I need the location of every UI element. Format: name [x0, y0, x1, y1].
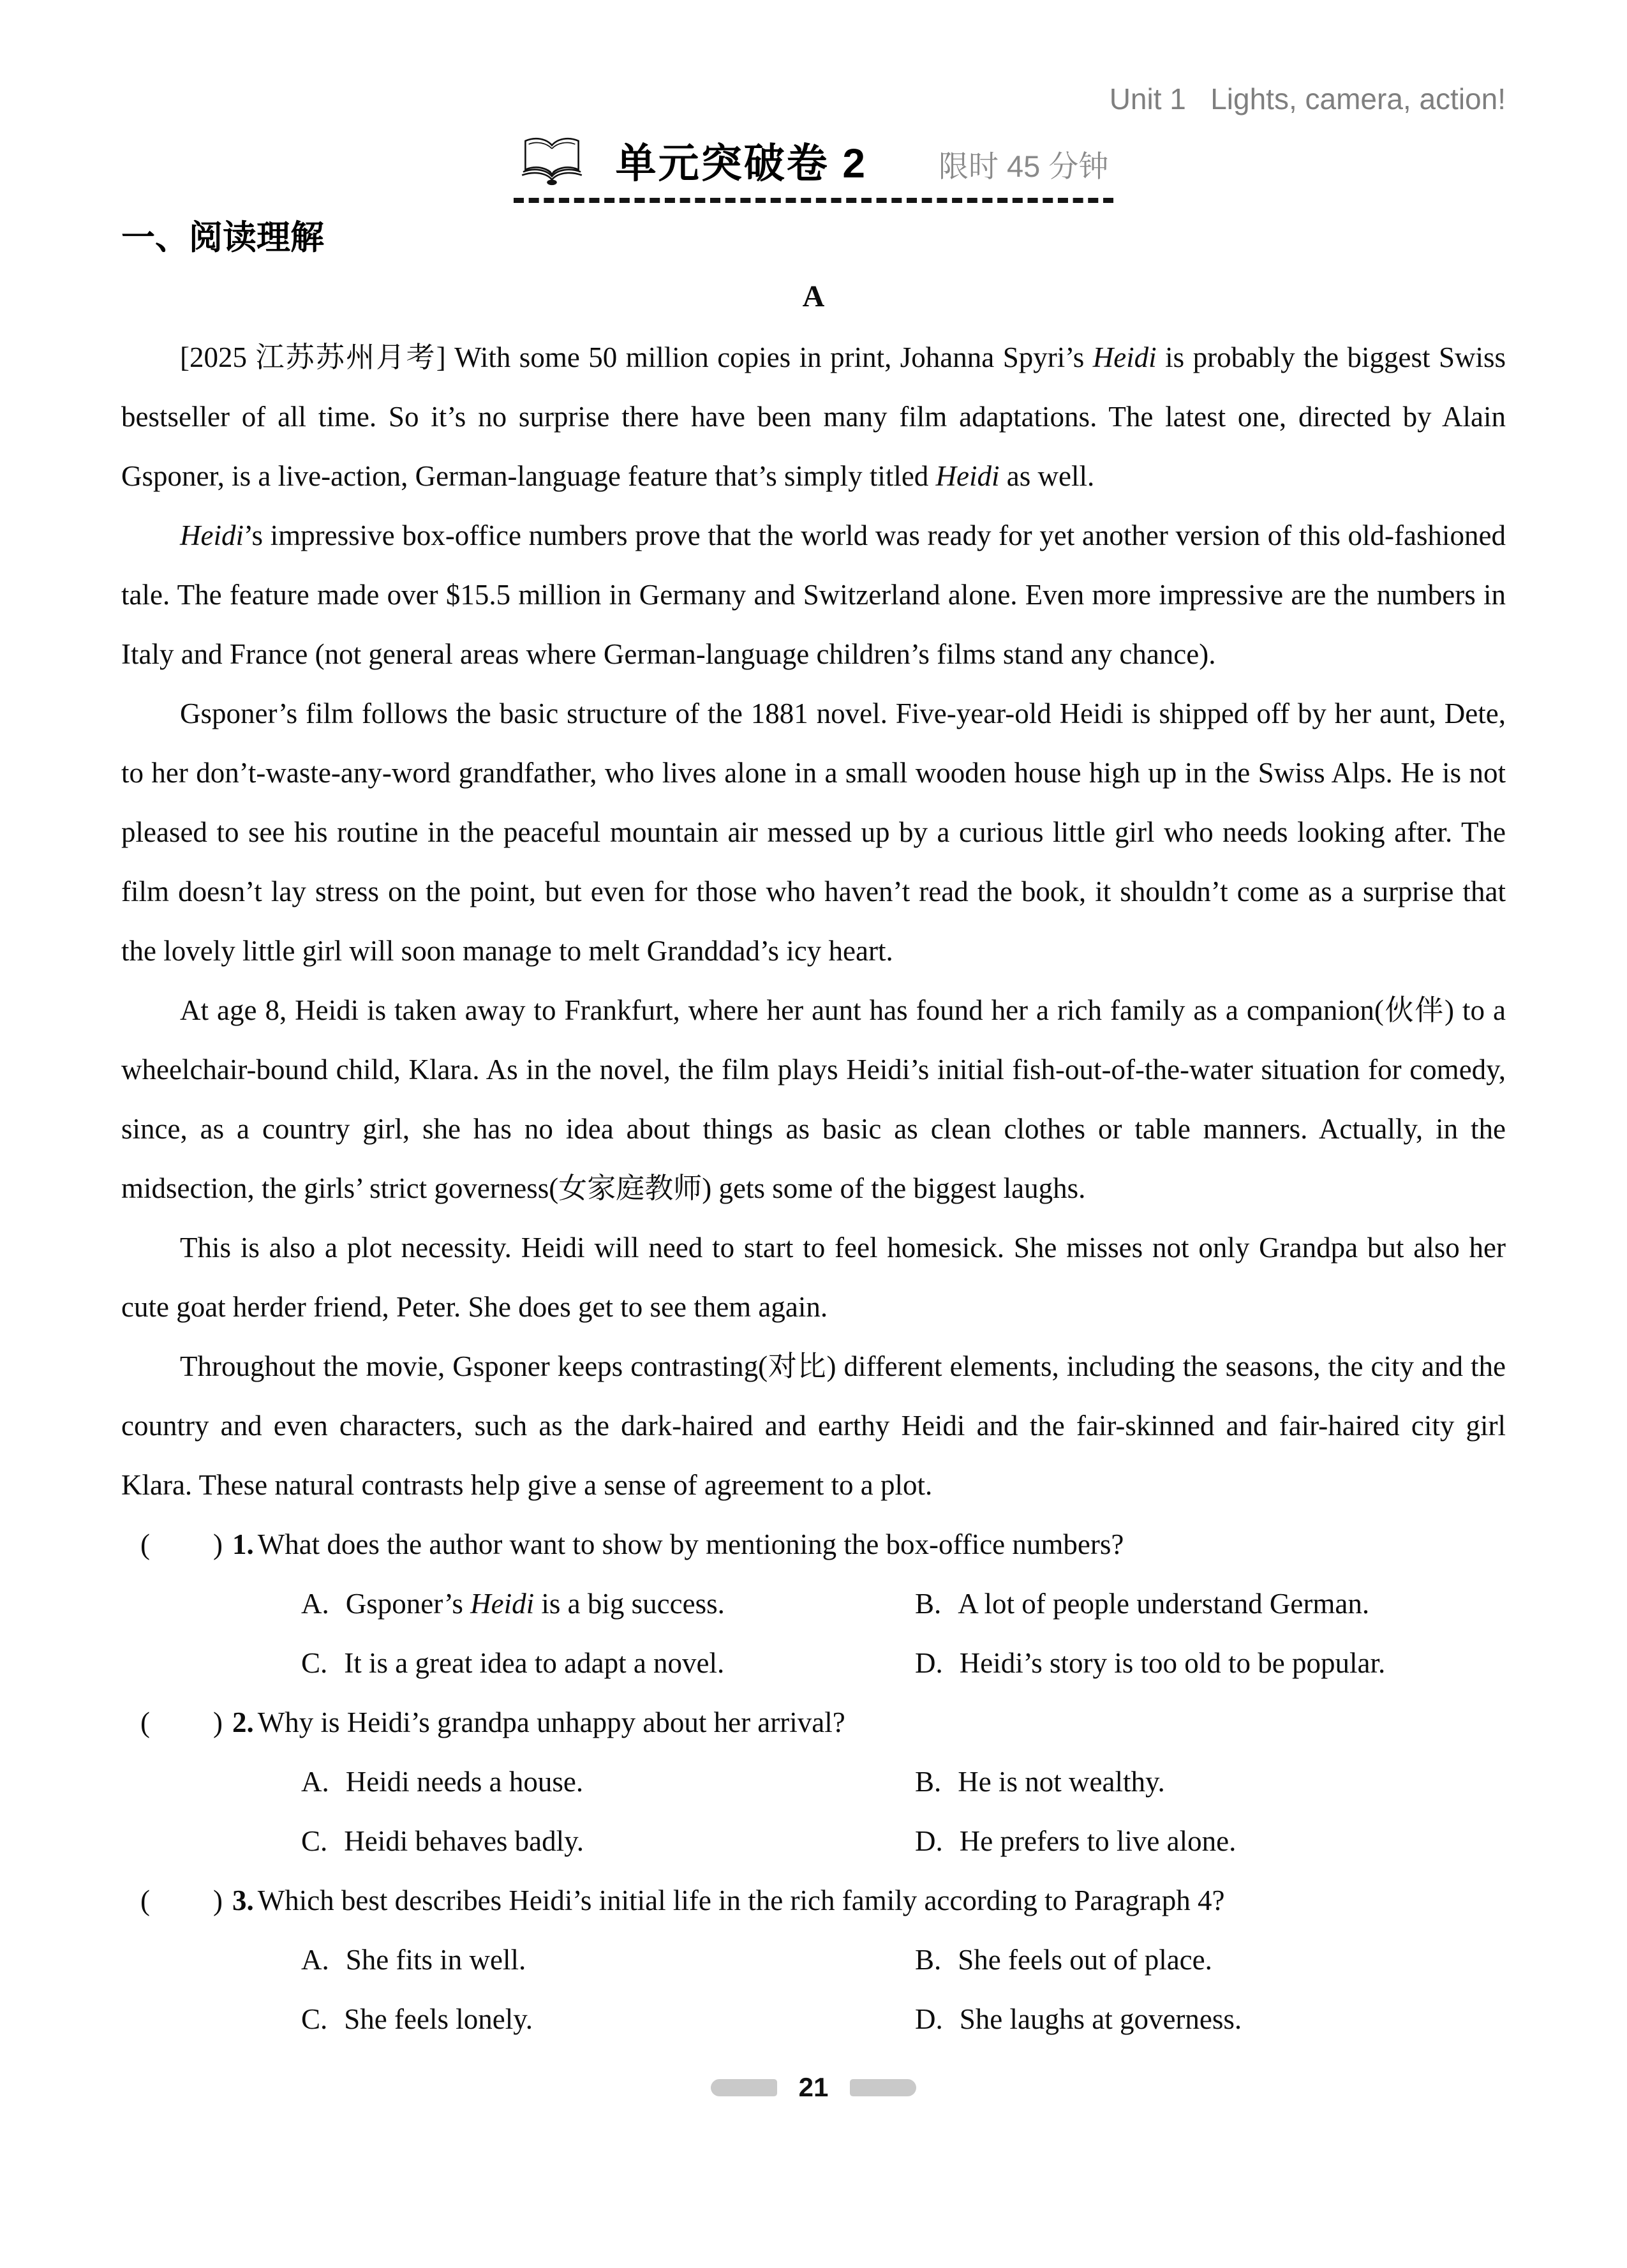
text-run: Gsponer’s — [345, 1588, 471, 1620]
text-run: Why is Heidi’s grandpa unhappy about her arrival? — [257, 1706, 845, 1738]
passage-paragraph — [121, 1337, 1506, 1515]
option-text — [344, 1634, 724, 1693]
question-number: 3. — [232, 1884, 254, 1916]
option-row — [121, 1930, 1506, 1990]
page-footer — [121, 2072, 1506, 2103]
italic-title-text: Heidi — [470, 1588, 535, 1620]
option-text — [344, 1812, 584, 1871]
text-run: He is not wealthy. — [958, 1766, 1165, 1798]
option-text — [960, 1812, 1237, 1871]
option-label: C. — [301, 2003, 328, 2035]
option-cell — [301, 1752, 915, 1812]
option-label: A. — [301, 1944, 329, 1976]
option-label: D. — [915, 2003, 943, 2035]
option-label: B. — [915, 1944, 942, 1976]
section-title: 一、阅读理解 — [121, 219, 324, 257]
option-cell — [915, 1812, 1236, 1871]
question-line — [121, 1515, 1506, 1574]
option-text — [958, 1930, 1212, 1990]
text-run: She fits in well. — [345, 1944, 526, 1976]
text-run: as well. — [999, 460, 1095, 492]
question-line — [121, 1871, 1506, 1930]
option-text — [346, 1752, 583, 1812]
question-text — [258, 1528, 1124, 1560]
option-row — [121, 1574, 1506, 1634]
option-cell — [915, 1990, 1242, 2049]
answer-blank: ( ) — [140, 1528, 223, 1560]
text-run: Throughout the movie, Gsponer keeps contrasting(对比) different elements, including the seasons, the city and the country and even characters, such as the dark-haired and earthy Heidi and the fair-skinned and fair-haired city girl Klara. These natural contrasts help give a sense of agreement to a plot. — [121, 1350, 1506, 1501]
option-text — [346, 1574, 725, 1634]
text-run: It is a great idea to adapt a novel. — [344, 1647, 725, 1679]
text-run: She feels lonely. — [344, 2003, 533, 2035]
page-number: 21 — [798, 2072, 829, 2102]
passage-paragraph — [121, 506, 1506, 684]
italic-title-text: Heidi — [1092, 341, 1157, 373]
footer-pill-left — [711, 2079, 777, 2096]
option-text — [958, 1752, 1165, 1812]
italic-title-text: Heidi — [180, 519, 244, 551]
text-run: is a big success. — [534, 1588, 725, 1620]
passage-paragraph — [121, 981, 1506, 1218]
passage-label: A — [802, 280, 825, 313]
paper-title: 单元突破卷 2 — [615, 140, 867, 186]
banner — [514, 135, 1114, 203]
option-row — [121, 1634, 1506, 1693]
answer-blank: ( ) — [140, 1884, 223, 1916]
question-list — [121, 1515, 1506, 2049]
option-row — [121, 1990, 1506, 2049]
text-run: Heidi’s story is too old to be popular. — [959, 1647, 1386, 1679]
option-cell — [301, 1812, 915, 1871]
open-book-icon — [519, 135, 585, 186]
question-number: 2. — [232, 1706, 254, 1738]
answer-blank: ( ) — [140, 1706, 223, 1738]
option-cell — [915, 1574, 1369, 1634]
option-label: B. — [915, 1766, 942, 1798]
passage-paragraph — [121, 1218, 1506, 1337]
option-cell — [915, 1752, 1165, 1812]
passage-paragraph — [121, 328, 1506, 506]
option-row — [121, 1812, 1506, 1871]
text-run: She feels out of place. — [958, 1944, 1212, 1976]
option-text — [344, 1990, 533, 2049]
text-run: At age 8, Heidi is taken away to Frankfurt, where her aunt has found her a rich family as a companion(伙伴) to a wheelchair-bound child, Klara. As in the novel, the film plays Heidi’s initial fish-out-of-the-water situation for comedy, since, as a country girl, she has no idea about things as basic as clean clothes or table manners. Actually, in the midsection, the girls’ strict governess(女家庭教师) gets some of the biggest laughs. — [121, 994, 1506, 1204]
text-run: A lot of people understand German. — [958, 1588, 1370, 1620]
option-label: C. — [301, 1825, 328, 1857]
text-run: Gsponer’s film follows the basic structure of the 1881 novel. Five-year-old Heidi is shipped off by her aunt, Dete, to her don’t-waste-any-word grandfather, who lives alone in a small wooden house high up in the Swiss Alps. He is not pleased to see his routine in the peaceful mountain air messed up by a curious little girl who needs looking after. The film doesn’t lay stress on the point, but even for those who haven’t read the book, it shouldn’t come as a surprise that the lovely little girl will soon manage to melt Granddad’s icy heart. — [121, 698, 1506, 967]
banner-wrap — [121, 135, 1506, 203]
text-run: is probably the biggest Swiss bestseller of all time. So it’s no surprise there have been many film adaptations. The latest one, directed by Alain Gsponer, is a live-action, German-language feature that’s simply titled — [121, 341, 1506, 492]
option-text — [958, 1574, 1369, 1634]
option-cell — [301, 1634, 915, 1693]
text-run: Heidi behaves badly. — [344, 1825, 584, 1857]
option-label: A. — [301, 1588, 329, 1620]
question-number: 1. — [232, 1528, 254, 1560]
option-cell — [301, 1930, 915, 1990]
text-run: Which best describes Heidi’s initial life in the rich family according to Paragraph 4? — [257, 1884, 1225, 1916]
option-cell — [301, 1574, 915, 1634]
option-label: D. — [915, 1647, 943, 1679]
footer-pill-right — [850, 2079, 916, 2096]
text-run: This is also a plot necessity. Heidi will need to start to feel homesick. She misses not only Grandpa but also her cute goat herder friend, Peter. She does get to see them again. — [121, 1232, 1506, 1323]
option-cell — [915, 1634, 1385, 1693]
unit-running-head: Unit 1 Lights, camera, action! — [1109, 82, 1506, 116]
option-text — [960, 1990, 1242, 2049]
option-text — [960, 1634, 1385, 1693]
time-limit-label: 限时 45 分钟 — [938, 149, 1109, 183]
text-run: She laughs at governess. — [959, 2003, 1242, 2035]
question-text — [258, 1884, 1225, 1916]
option-label: C. — [301, 1647, 328, 1679]
reading-passage — [121, 328, 1506, 1515]
italic-title-text: Heidi — [935, 460, 1000, 492]
text-run: Heidi needs a house. — [345, 1766, 584, 1798]
option-row — [121, 1752, 1506, 1812]
question-text — [258, 1706, 845, 1738]
option-text — [346, 1930, 526, 1990]
option-cell — [301, 1990, 915, 2049]
text-run: What does the author want to show by mentioning the box-office numbers? — [257, 1528, 1124, 1560]
option-label: B. — [915, 1588, 942, 1620]
passage-paragraph — [121, 684, 1506, 981]
option-label: D. — [915, 1825, 943, 1857]
option-cell — [915, 1930, 1212, 1990]
question-line — [121, 1693, 1506, 1752]
option-label: A. — [301, 1766, 329, 1798]
text-run: [2025 江苏苏州月考] With some 50 million copies in print, Johanna Spyri’s — [180, 341, 1093, 373]
text-run: He prefers to live alone. — [959, 1825, 1237, 1857]
text-run: ’s impressive box-office numbers prove that the world was ready for yet another version of this old-fashioned tale. The feature made over $15.5 million in Germany and Switzerland alone. Even more impressive are the numbers in Italy and France (not general areas where German-language children’s films stand any chance). — [121, 519, 1506, 670]
